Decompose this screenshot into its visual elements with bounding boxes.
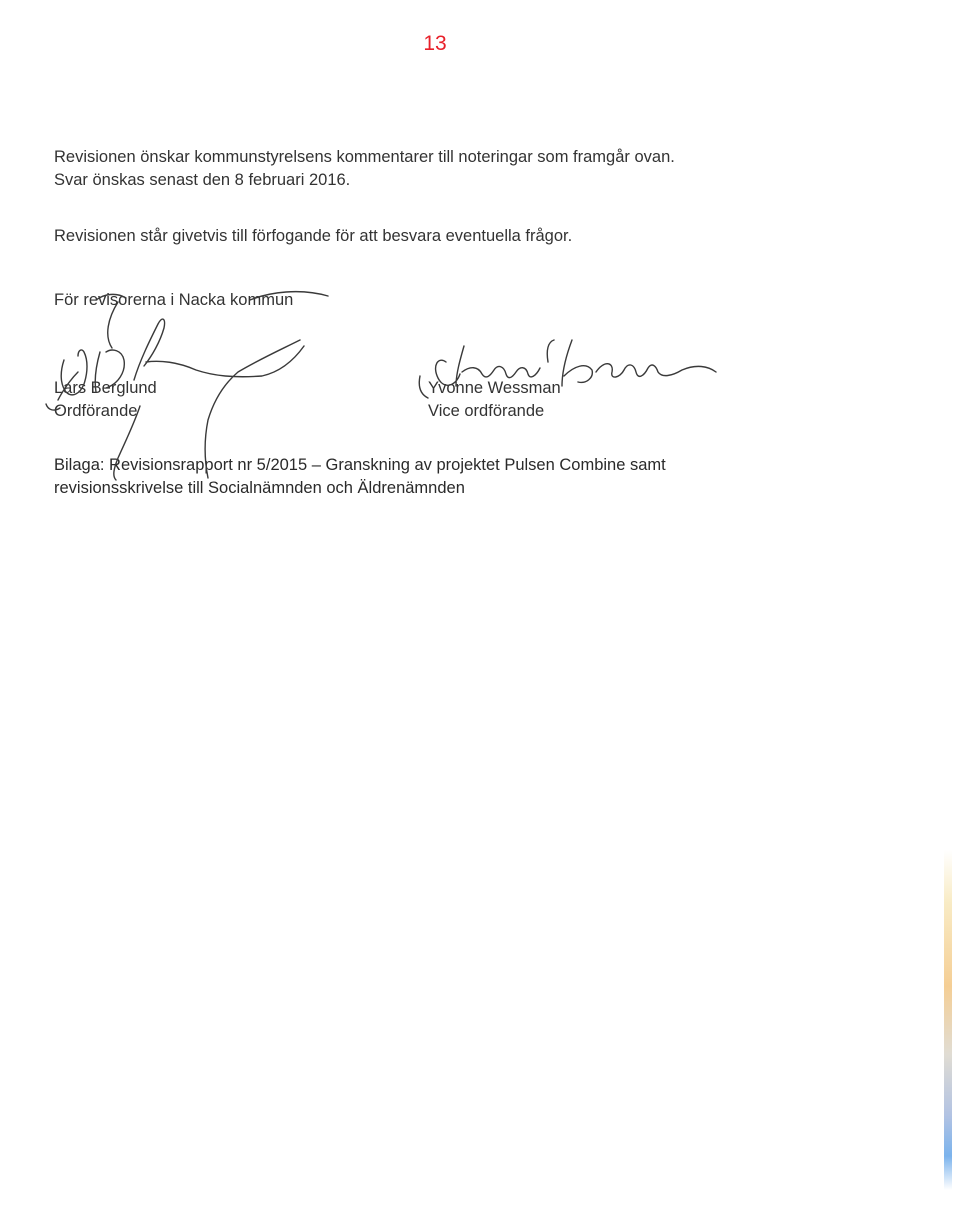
attachment-line-2: revisionsskrivelse till Socialnämnden och Äldrenämnden: [54, 479, 465, 497]
signatory-chair: [54, 377, 157, 423]
signatory-vice-chair-title: Vice ordförande: [428, 402, 545, 420]
attachment-note: [54, 454, 666, 500]
request-line-1: Revisionen önskar kommunstyrelsens kommentarer till noteringar som framgår ovan.: [54, 148, 675, 166]
page-number: 13: [423, 32, 447, 55]
signatory-chair-name: Lars Berglund: [54, 379, 157, 397]
signatory-vice-chair: [428, 377, 561, 423]
attachment-line-1: Bilaga: Revisionsrapport nr 5/2015 – Granskning av projektet Pulsen Combine samt: [54, 456, 666, 474]
request-paragraph: [54, 146, 675, 192]
handwritten-signatures: [0, 0, 960, 520]
closing-line: För revisorerna i Nacka kommun: [54, 291, 294, 309]
availability-paragraph: Revisionen står givetvis till förfogande för att besvara eventuella frågor.: [54, 227, 573, 245]
scan-edge-artifact: [944, 850, 952, 1190]
signatory-vice-chair-name: Yvonne Wessman: [428, 379, 561, 397]
signatory-chair-title: Ordförande: [54, 402, 138, 420]
request-line-2: Svar önskas senast den 8 februari 2016.: [54, 171, 351, 189]
